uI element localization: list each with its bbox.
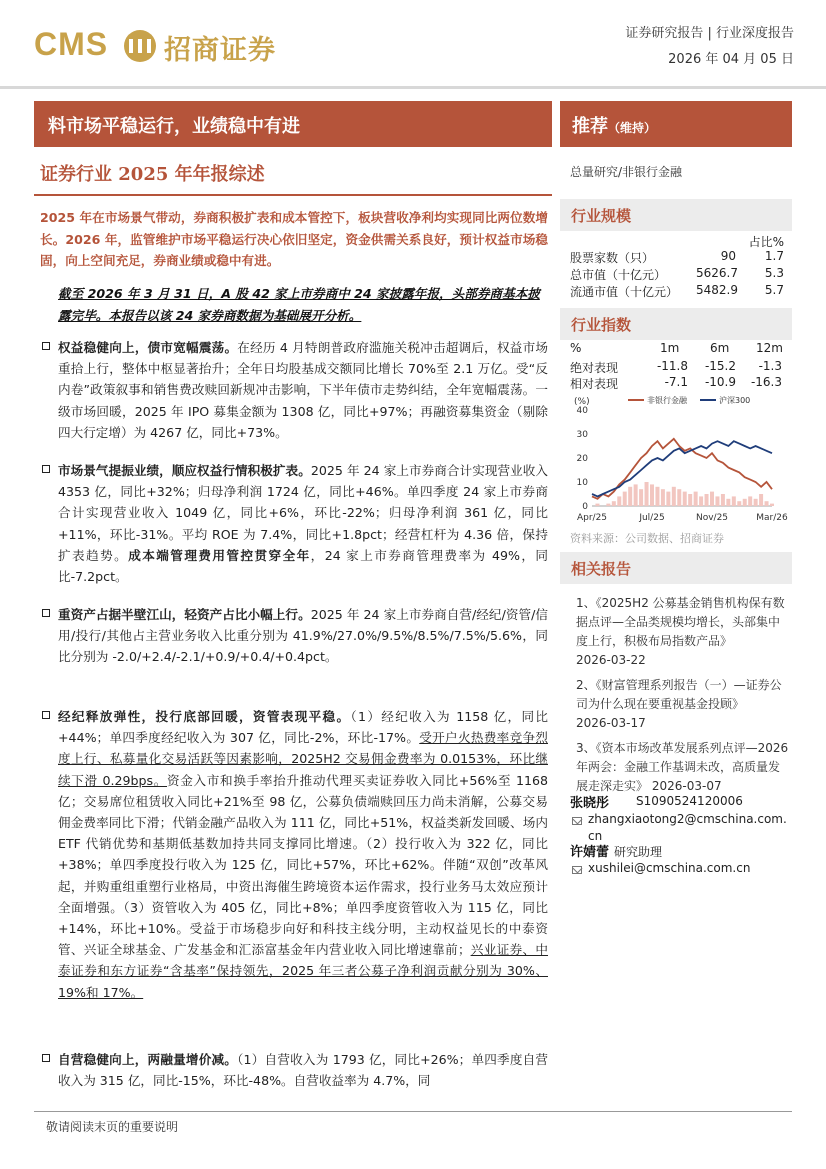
index-table [570, 341, 788, 393]
chart-bar [634, 484, 638, 506]
chart-bar [639, 489, 643, 506]
title-banner [34, 101, 552, 147]
scale-row-value: 90 [720, 249, 736, 263]
data-note-text: 截至 2026 年 3 月 31 日，A 股 42 家上市券商中 24 家披露年报，头部券商基本披露完毕。本报告以该 24 家券商数据为基础展开分析。 [58, 286, 540, 323]
paragraph-lead: 重资产占据半壁江山，轻资产占比小幅上行。 [58, 607, 311, 622]
chart-bar [612, 501, 616, 506]
paragraph-underlined: 受开户火热费率竞争烈度上行、私募量化交易活跃等因素影响，2025H2 交易佣金费率为 0.0153%，环比继续下滑 0.29bps。 [58, 730, 548, 788]
y-tick-label: 10 [576, 478, 588, 488]
section-title: 行业规模 [571, 207, 632, 225]
chart-bar [650, 484, 654, 506]
mail-icon [572, 817, 582, 825]
chart-bar [606, 504, 610, 506]
related-report-item[interactable] [576, 594, 790, 670]
paragraph-proprietary [58, 1049, 548, 1091]
footer-divider [34, 1111, 792, 1112]
chart-bar [754, 499, 758, 506]
scale-row-pct: 1.7 [764, 249, 784, 263]
chart-source: 资料来源：公司数据、招商证券 [570, 532, 724, 545]
chart-bar [655, 487, 659, 506]
paragraph-lead: 自营稳健向上，两融量增价减。 [58, 1052, 238, 1067]
report-title: 料市场平稳运行，业绩稳中有进 [48, 116, 300, 137]
index-row-label: 相对表现 [570, 377, 619, 391]
chart-bar [661, 489, 665, 506]
bullet-icon [42, 465, 50, 473]
research-category: 总量研究/非银行金融 [570, 165, 683, 179]
paragraph-bold: 成本端管理费用管控贯穿全年 [128, 547, 311, 563]
rating-label [572, 112, 656, 138]
y-tick-label: 30 [576, 430, 588, 440]
chart-bar [732, 496, 736, 506]
scale-row-pct: 5.7 [764, 283, 784, 297]
paragraph-body: 2025 年 24 家上市券商自营/经纪/资管/信用/投行/其他占主营业务收入比重分别为 41.9%/27.0%/9.5%/8.5%/7.5%/5.6%，同比分别为 -2.0/+2.4/-2.1/+0.9/+0.4/+0.4pct。 [58, 607, 548, 665]
related-report-date: 2026-03-22 [576, 653, 646, 667]
chart-bar [770, 504, 774, 506]
chart-bar [710, 492, 714, 506]
chart-bar [699, 496, 703, 506]
index-cell: -10.9 [704, 375, 736, 389]
rating-sub: （维持） [608, 121, 657, 135]
paragraph-tail: ，24 家上市券商管理费率为 49%，同比-7.2pct。 [58, 547, 549, 585]
index-row-label: 绝对表现 [570, 361, 619, 375]
chart-bar [705, 494, 709, 506]
paragraph-lead: 权益稳健向上，债市宽幅震荡。 [58, 340, 238, 355]
brand-logo [34, 24, 284, 68]
scale-row-value: 5626.7 [696, 266, 738, 280]
related-report-date: 2026-03-17 [576, 716, 646, 730]
section-header-index [560, 308, 792, 340]
related-report-title: 2、《财富管理系列报告（一）—证券公司为什么现在要重视基金投顾》 [576, 678, 782, 711]
index-cell: -7.1 [664, 375, 688, 389]
section-header-related [560, 552, 792, 584]
index-chart [566, 392, 792, 532]
chart-bar [688, 494, 692, 506]
x-tick-label: Mar/26 [756, 513, 788, 523]
x-tick-label: Apr/25 [576, 513, 608, 523]
paragraph-lead: 市场景气提振业绩，顺应权益行情积极扩表。 [58, 463, 311, 478]
logo-cms-text: CMS [34, 26, 109, 62]
subtitle-underline [34, 194, 552, 196]
chart-bar [694, 492, 698, 506]
footer-disclaimer: 敬请阅读末页的重要说明 [46, 1120, 179, 1134]
related-report-title: 1、《2025H2 公募基金销售机构保有数据点评—全品类规模均增长，头部集中度上行，积极布局指数产品》 [576, 596, 785, 648]
y-tick-label: 0 [582, 502, 588, 512]
header-divider [0, 86, 826, 89]
analyst-id: S1090524120006 [636, 794, 743, 808]
rating-banner [560, 101, 792, 147]
paragraph-body: 在经历 4 月特朗普政府滥施关税冲击超调后，权益市场重拾上行，整体中枢显著抬升；全年日均股基成交额同比增长 70%至 2.1 万亿。受“反内卷”政策叙事和销售费改赎回新规冲击影响，下半年债市走势纠结，全年宽幅震荡。一级市场回暖，2025 年 IPO 募集金额为 1308 亿，同比+97%；再融资募集资金（剔除四大行定增）为 4267 亿，同比+73%。 [58, 340, 548, 440]
index-cell: -16.3 [750, 375, 782, 389]
index-header: 12m [756, 341, 783, 355]
bullet-icon [42, 711, 50, 719]
scale-table [570, 233, 788, 299]
section-title: 相关报告 [571, 560, 632, 578]
x-tick-label: Nov/25 [695, 513, 729, 523]
bullet-icon [42, 609, 50, 617]
assistant-name: 许婧蕾 [570, 845, 610, 860]
paragraph-lead: 经纪释放弹性，投行底部回暖，资管表现平稳。 [58, 709, 351, 724]
y-tick-label: 20 [576, 454, 588, 464]
summary-text: 2025 年在市场景气带动，券商积极扩表和成本管控下，板块营收净利均实现同比两位数增长。2026 年，监管维护市场平稳运行决心依旧坚定，资金供需关系良好，预计权益市场稳固，向上空间充足，券商业绩或稳中有进。 [40, 210, 548, 268]
chart-bar [759, 494, 763, 506]
chart-bar [748, 496, 752, 506]
chart-bar [726, 499, 730, 506]
analyst-email[interactable]: zhangxiaotong2@cmschina.com.cn [588, 812, 787, 843]
bullet-icon [42, 342, 50, 350]
scale-header: 占比% [748, 235, 784, 249]
chart-bar [765, 501, 769, 506]
chart-bar [595, 504, 599, 506]
chart-bar [672, 487, 676, 506]
paragraph-earnings [58, 460, 548, 587]
scale-row-label: 总市值（十亿元） [570, 268, 667, 282]
index-header: 6m [710, 341, 730, 355]
chart-bar [721, 494, 725, 506]
chart-bar [617, 496, 621, 506]
chart-bar [645, 482, 649, 506]
paragraph-market [58, 337, 548, 443]
related-report-item[interactable] [576, 676, 790, 733]
related-reports [576, 594, 790, 802]
related-report-title: 3、《资本市场改革发展系列点评—2026 年两会：金融工作基调未改，高质量发展走深走实》 [576, 741, 789, 793]
paragraph-structure [58, 604, 548, 668]
report-date: 2026 年 04 月 05 日 [668, 52, 794, 67]
index-cell: -11.8 [656, 359, 688, 373]
assistant-email[interactable]: xushilei@cmschina.com.cn [588, 861, 751, 875]
y-tick-label: 40 [576, 406, 588, 416]
scale-row-value: 5482.9 [696, 283, 738, 297]
chart-bar [737, 501, 741, 506]
report-subtitle: 证券行业 2025 年年报综述 [40, 164, 265, 185]
legend-label: 沪深300 [719, 396, 751, 405]
x-tick-label: Jul/25 [639, 513, 665, 523]
paragraph-body: （1）经纪收入为 1158 亿，同比+44%；单四季度经纪收入为 307 亿，同比-2%，环比-17%。 [58, 709, 548, 746]
series-line [592, 439, 772, 499]
logo-mark-icon [120, 28, 160, 64]
index-cell: -1.3 [758, 359, 782, 373]
assistant-role: 研究助理 [614, 845, 663, 859]
bullet-icon [42, 1054, 50, 1062]
data-note [58, 283, 548, 326]
scale-row-label: 股票家数（只） [570, 251, 655, 265]
paragraph-body: （1）自营收入为 1793 亿，同比+26%；单四季度自营收入为 315 亿，同比-15%，环比-48%。自营收益率为 4.7%，同 [58, 1052, 548, 1089]
logo-cn-text: 招商证券 [164, 35, 276, 66]
paragraph-body: 2025 年 24 家上市券商合计实现营业收入 4353 亿，同比+32%；归母净利润 1724 亿，同比+46%。单四季度 24 家上市券商合计实现营业收入 1049 亿，同比+6%，环比-22%；归母净利润 361 亿，同比+11%，环比-31%。平均 ROE 为 7.4%，同比+1.8pct；经营杠杆为 4.36 倍，保持扩表趋势。 [58, 463, 549, 563]
section-title: 行业指数 [571, 316, 632, 334]
section-header-scale [560, 199, 792, 231]
paragraph-body-2: 资金入市和换手率抬升推动代理买卖证券收入同比+56%至 1168 亿；交易席位租赁收入同比+21%至 98 亿，公募负债端赎回压力尚未消解，公募交易佣金费率同比下滑；代销金融产品收入为 111 亿，同比+51%，权益类新发回暖、场内 ETF 代销优势和基期低基数加持共同支撑同比增速。（2）投行收入为 322 亿，同比+38%；单四季度投行收入为 125 亿，同比+57%，环比+62%。伴随“双创”改革风起，并购重组重塑行业格局，中资出海催生跨境资本运作需求，投行业务马太效应预计全面增强。（3）资管收入为 405 亿，同比+8%；单四季度资管收入为 115 亿，同比+14%，环比+10%。受益于市场稳步向好和科技主线分明，主动权益见长的中泰资管、兴证全球基金、广发基金和汇添富基金年内营业收入同比增速靠前； [58, 772, 548, 958]
related-report-item[interactable] [576, 739, 790, 796]
analyst-name: 张晓彤 [570, 796, 610, 811]
chart-bar [666, 492, 670, 506]
chart-bar [628, 487, 632, 506]
chart-bar [715, 496, 719, 506]
report-type: 证券研究报告 | 行业深度报告 [625, 26, 794, 41]
chart-bar [683, 492, 687, 506]
chart-bar [743, 499, 747, 506]
mail-icon [572, 866, 582, 874]
legend-label: 非银行金融 [647, 396, 687, 405]
chart-ylabel: (%) [574, 397, 590, 407]
related-report-date: 2026-03-07 [651, 779, 722, 793]
scale-row-pct: 5.3 [764, 266, 784, 280]
index-cell: -15.2 [704, 359, 736, 373]
paragraph-underlined-2: 兴业证券、中泰证券和东方证券“含基率”保持领先，2025 年三者公募子净利润贡献分别为 30%、19%和 17%。 [58, 942, 549, 1000]
paragraph-brokerage [58, 706, 548, 1003]
chart-bar [623, 492, 627, 506]
index-header: % [570, 341, 582, 355]
scale-row-label: 流通市值（十亿元） [570, 285, 679, 299]
index-header: 1m [660, 341, 680, 355]
chart-bar [677, 489, 681, 506]
rating-value: 推荐 [572, 116, 608, 137]
